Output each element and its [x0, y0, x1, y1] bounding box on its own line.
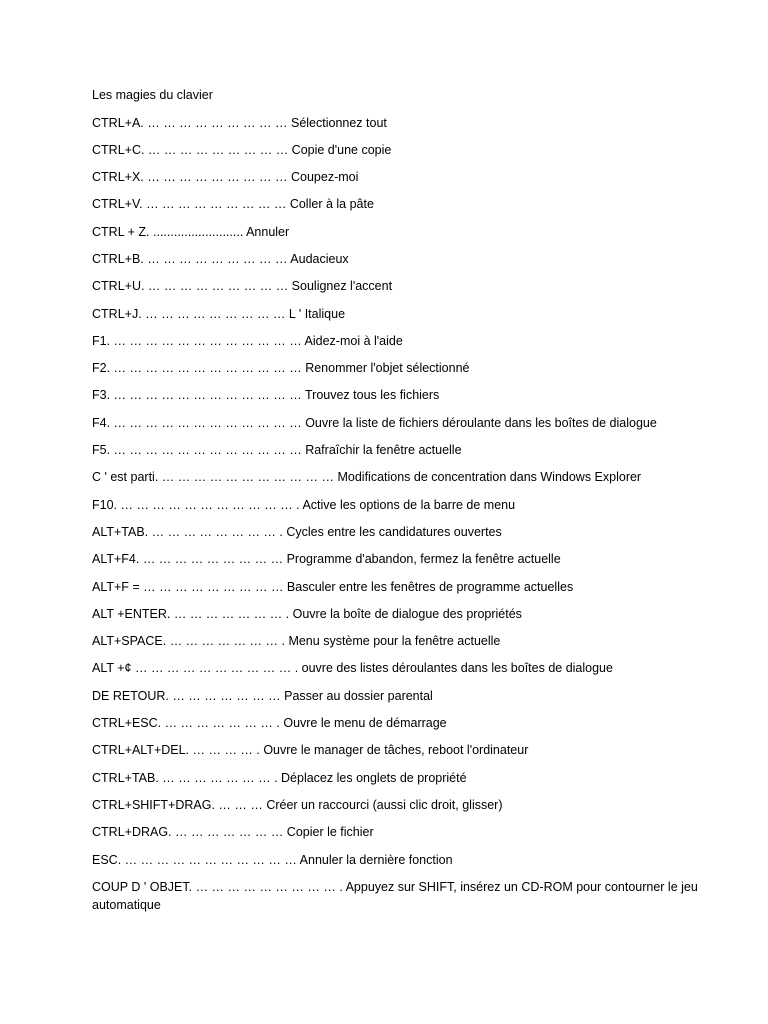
shortcut-ctrl-c: CTRL+C. … … … … … … … … … Copie d'une copie [92, 142, 392, 157]
shortcut-ctrl-esc: CTRL+ESC. … … … … … … … . Ouvre le menu de démarrage [92, 716, 447, 731]
shortcut-f5: F5. … … … … … … … … … … … … Rafraîchir la fenêtre actuelle [92, 443, 462, 458]
shortcut-alt-space: ALT+SPACE. … … … … … … … . Menu système pour la fenêtre actuelle [92, 634, 501, 649]
shortcut-ctrl-shift-drag: CTRL+SHIFT+DRAG. … … … Créer un raccourci (aussi clic droit, glisser) [92, 797, 503, 812]
shortcut-f4: F4. … … … … … … … … … … … … Ouvre la liste de fichiers déroulante dans les boîtes de dialogue [92, 415, 657, 430]
shortcut-ctrl-u: CTRL+U. … … … … … … … … … Soulignez l'accent [92, 279, 393, 294]
shortcut-list [92, 113, 732, 914]
shortcut-ctrl-alt-del: CTRL+ALT+DEL. … … … … . Ouvre le manager de tâches, reboot l'ordinateur [92, 743, 529, 758]
shortcut-alt-tab: ALT+TAB. … … … … … … … … . Cycles entre les candidatures ouvertes [92, 524, 502, 539]
shortcut-coup-d-objet: COUP D ' OBJET. … … … … … … … … … . Appuyez sur SHIFT, insérez un CD-ROM pour contourner le jeu automatique [92, 879, 698, 912]
shortcut-ctrl-j: CTRL+J. … … … … … … … … … L ' Italique [92, 306, 346, 321]
shortcut-f2: F2. … … … … … … … … … … … … Renommer l'objet sélectionné [92, 361, 470, 376]
shortcut-f10: F10. … … … … … … … … … … … . Active les options de la barre de menu [92, 497, 516, 512]
shortcut-ctrl-b: CTRL+B. … … … … … … … … … Audacieux [92, 251, 349, 266]
shortcut-alt-cent: ALT +¢ … … … … … … … … … … . ouvre des listes déroulantes dans les boîtes de dialogue [92, 661, 613, 676]
shortcut-alt-f: ALT+F = … … … … … … … … … Basculer entre les fenêtres de programme actuelles [92, 579, 574, 594]
shortcut-ctrl-z: CTRL + Z. .......................... Annuler [92, 224, 290, 239]
shortcut-f1: F1. … … … … … … … … … … … … Aidez-moi à l'aide [92, 333, 403, 348]
shortcut-alt-f4: ALT+F4. … … … … … … … … … Programme d'abandon, fermez la fenêtre actuelle [92, 552, 561, 567]
shortcut-ctrl-v: CTRL+V. … … … … … … … … … Coller à la pâte [92, 197, 374, 212]
shortcut-ctrl-x: CTRL+X. … … … … … … … … … Coupez-moi [92, 170, 359, 185]
shortcut-ctrl-drag: CTRL+DRAG. … … … … … … … Copier le fichier [92, 825, 374, 840]
shortcut-alt-enter: ALT +ENTER. … … … … … … … . Ouvre la boîte de dialogue des propriétés [92, 606, 522, 621]
shortcut-ctrl-tab: CTRL+TAB. … … … … … … … . Déplacez les onglets de propriété [92, 770, 467, 785]
shortcut-de-retour: DE RETOUR. … … … … … … … Passer au dossier parental [92, 688, 433, 703]
document-title: Les magies du clavier [92, 88, 213, 102]
shortcut-f3: F3. … … … … … … … … … … … … Trouvez tous les fichiers [92, 388, 440, 403]
document-page [92, 85, 732, 914]
shortcut-esc: ESC. … … … … … … … … … … … Annuler la dernière fonction [92, 852, 453, 867]
shortcut-c-est-parti: C ' est parti. … … … … … … … … … … … Modifications de concentration dans Windows Explorer [92, 470, 642, 485]
shortcut-ctrl-a: CTRL+A. … … … … … … … … … Sélectionnez tout [92, 115, 387, 130]
